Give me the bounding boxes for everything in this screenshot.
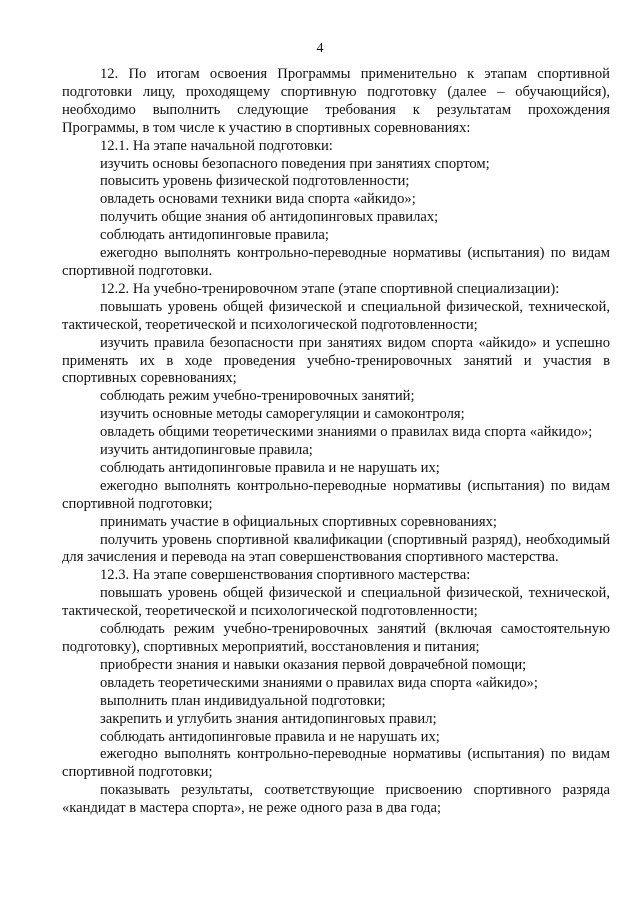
requirement-item: соблюдать антидопинговые правила; (100, 227, 329, 244)
requirement-item: приобрести знания и навыки оказания первой доврачебной помощи; (100, 656, 527, 673)
requirement-item: изучить основные методы саморегуляции и самоконтроля; (100, 406, 465, 423)
requirement-item: ежегодно выполнять контрольно-переводные нормативы (испытания) по видам спортивной подготовки; (62, 746, 610, 781)
requirement-item: овладеть основами техники вида спорта «айкидо»; (100, 191, 416, 208)
requirement-item: ежегодно выполнять контрольно-переводные нормативы (испытания) по видам спортивной подготовки; (62, 477, 610, 512)
section-heading: 12.2. На учебно-тренировочном этапе (этапе спортивной специализации): (100, 280, 560, 297)
requirement-item: изучить правила безопасности при занятиях видом спорта «айкидо» и успешно применять их в ходе проведения учебно-тренировочных занятий и участия в спортивных соревнованиях; (62, 334, 610, 387)
requirement-item: повысить уровень физической подготовленности; (100, 173, 410, 190)
document-body (62, 66, 610, 818)
requirement-item: принимать участие в официальных спортивных соревнованиях; (100, 513, 497, 530)
requirement-item: соблюдать режим учебно-тренировочных занятий (включая самостоятельную подготовку), спортивных мероприятий, восстановления и питания; (62, 621, 610, 655)
requirement-item: овладеть теоретическими знаниями о правилах вида спорта «айкидо»; (100, 674, 538, 691)
section-heading: 12.3. На этапе совершенствования спортивного мастерства: (100, 567, 471, 584)
requirement-item: овладеть общими теоретическими знаниями о правилах вида спорта «айкидо»; (100, 424, 593, 441)
requirement-item: соблюдать антидопинговые правила и не нарушать их; (100, 728, 440, 745)
paragraph: 12. По итогам освоения Программы применительно к этапам спортивной подготовки лицу, проходящему спортивную подготовку (далее – обучающийся), необходимо выполнить следующие требования к результатам прохождения Программы, в том числе к участию в спортивных соревнованиях: (62, 66, 610, 136)
page-number: 4 (316, 41, 324, 56)
requirement-item: соблюдать антидопинговые правила и не нарушать их; (100, 459, 440, 476)
requirement-item: получить общие знания об антидопинговых правилах; (100, 209, 439, 226)
requirement-item: повышать уровень общей физической и специальной физической, технической, тактической, теоретической и психологической подготовленности; (62, 585, 610, 620)
requirement-item: ежегодно выполнять контрольно-переводные нормативы (испытания) по видам спортивной подготовки. (62, 245, 610, 279)
requirement-item: изучить основы безопасного поведения при занятиях спортом; (100, 155, 490, 172)
requirement-item: показывать результаты, соответствующие присвоению спортивного разряда «кандидат в мастера спорта», не реже одного раза в два года; (62, 782, 610, 817)
requirement-item: выполнить план индивидуальной подготовки; (100, 692, 386, 709)
requirement-item: повышать уровень общей физической и специальной физической, технической, тактической, теоретической и психологической подготовленности; (62, 298, 610, 333)
section-heading: 12.1. На этапе начальной подготовки: (100, 137, 333, 154)
requirement-item: соблюдать режим учебно-тренировочных занятий; (100, 388, 415, 405)
requirement-item: изучить антидопинговые правила; (100, 442, 313, 459)
requirement-item: получить уровень спортивной квалификации (спортивный разряд), необходимый для зачисления и перевода на этап совершенствования спортивного мастерства. (62, 531, 610, 566)
requirement-item: закрепить и углубить знания антидопинговых правил; (100, 710, 437, 727)
